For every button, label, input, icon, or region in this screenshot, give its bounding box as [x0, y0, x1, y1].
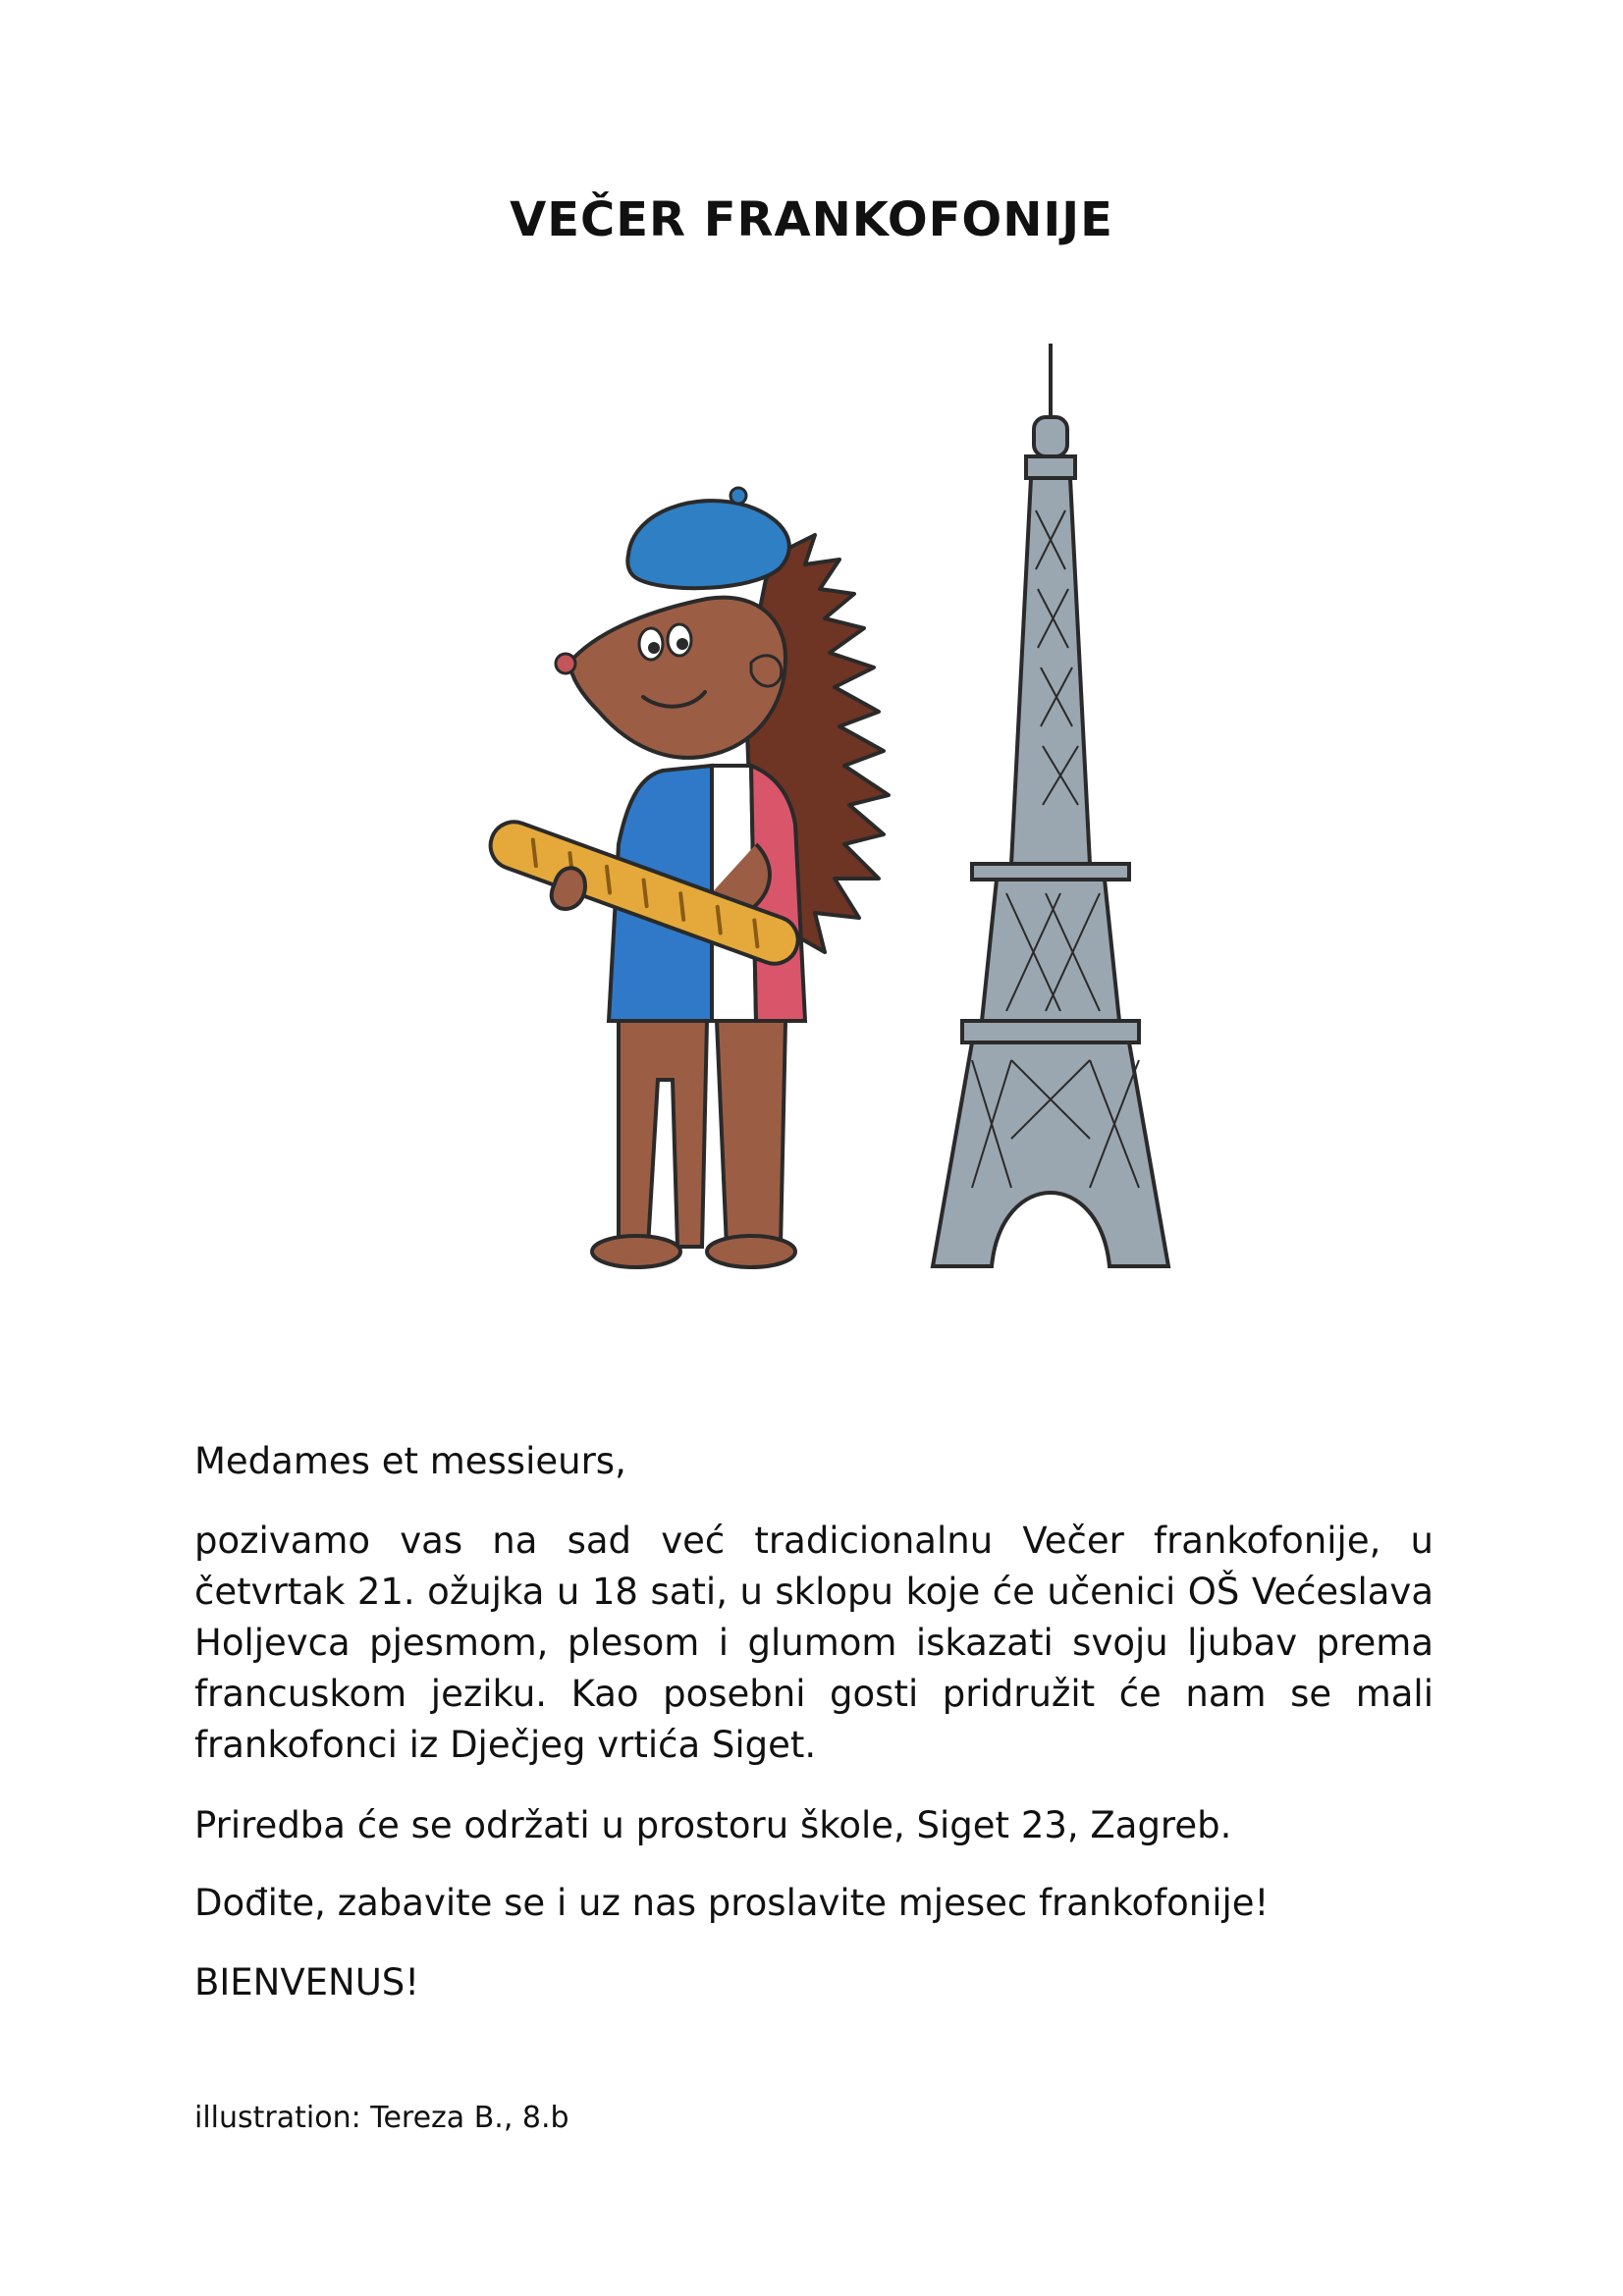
beret — [627, 501, 789, 588]
call-to-action-paragraph: Dođite, zabavite se i uz nas proslavite mjesec frankofonije! — [194, 1882, 1270, 1924]
illustration-credit: illustration: Tereza B., 8.b — [194, 2101, 569, 2135]
eiffel-tower — [933, 344, 1168, 1266]
greeting: Medames et messieurs, — [194, 1440, 626, 1482]
invitation-paragraph: pozivamo vas na sad već tradicionalnu Večer frankofonije, u četvrtak 21. ožujka u 18 sati, u sklopu koje će učenici OŠ Većeslava Holjevca pjesmom, plesom i glumom iskazati svoju ljubav prema francuskom jeziku. Kao posebni gosti pridružit će nam se mali frankofonci iz Dječjeg vrtića Siget. — [194, 1520, 1434, 1766]
venue-paragraph: Priredba će se održati u prostoru škole, Siget 23, Zagreb. — [194, 1804, 1232, 1846]
hedgehog-legs — [619, 1021, 785, 1247]
hedgehog-eiffel-illustration — [461, 334, 1188, 1286]
document-title: VEČER FRANKOFONIJE — [510, 192, 1113, 247]
welcome-paragraph: BIENVENUS! — [194, 1961, 420, 2003]
hedgehog-nose — [556, 654, 575, 673]
hedgehog-figure — [484, 488, 889, 1267]
